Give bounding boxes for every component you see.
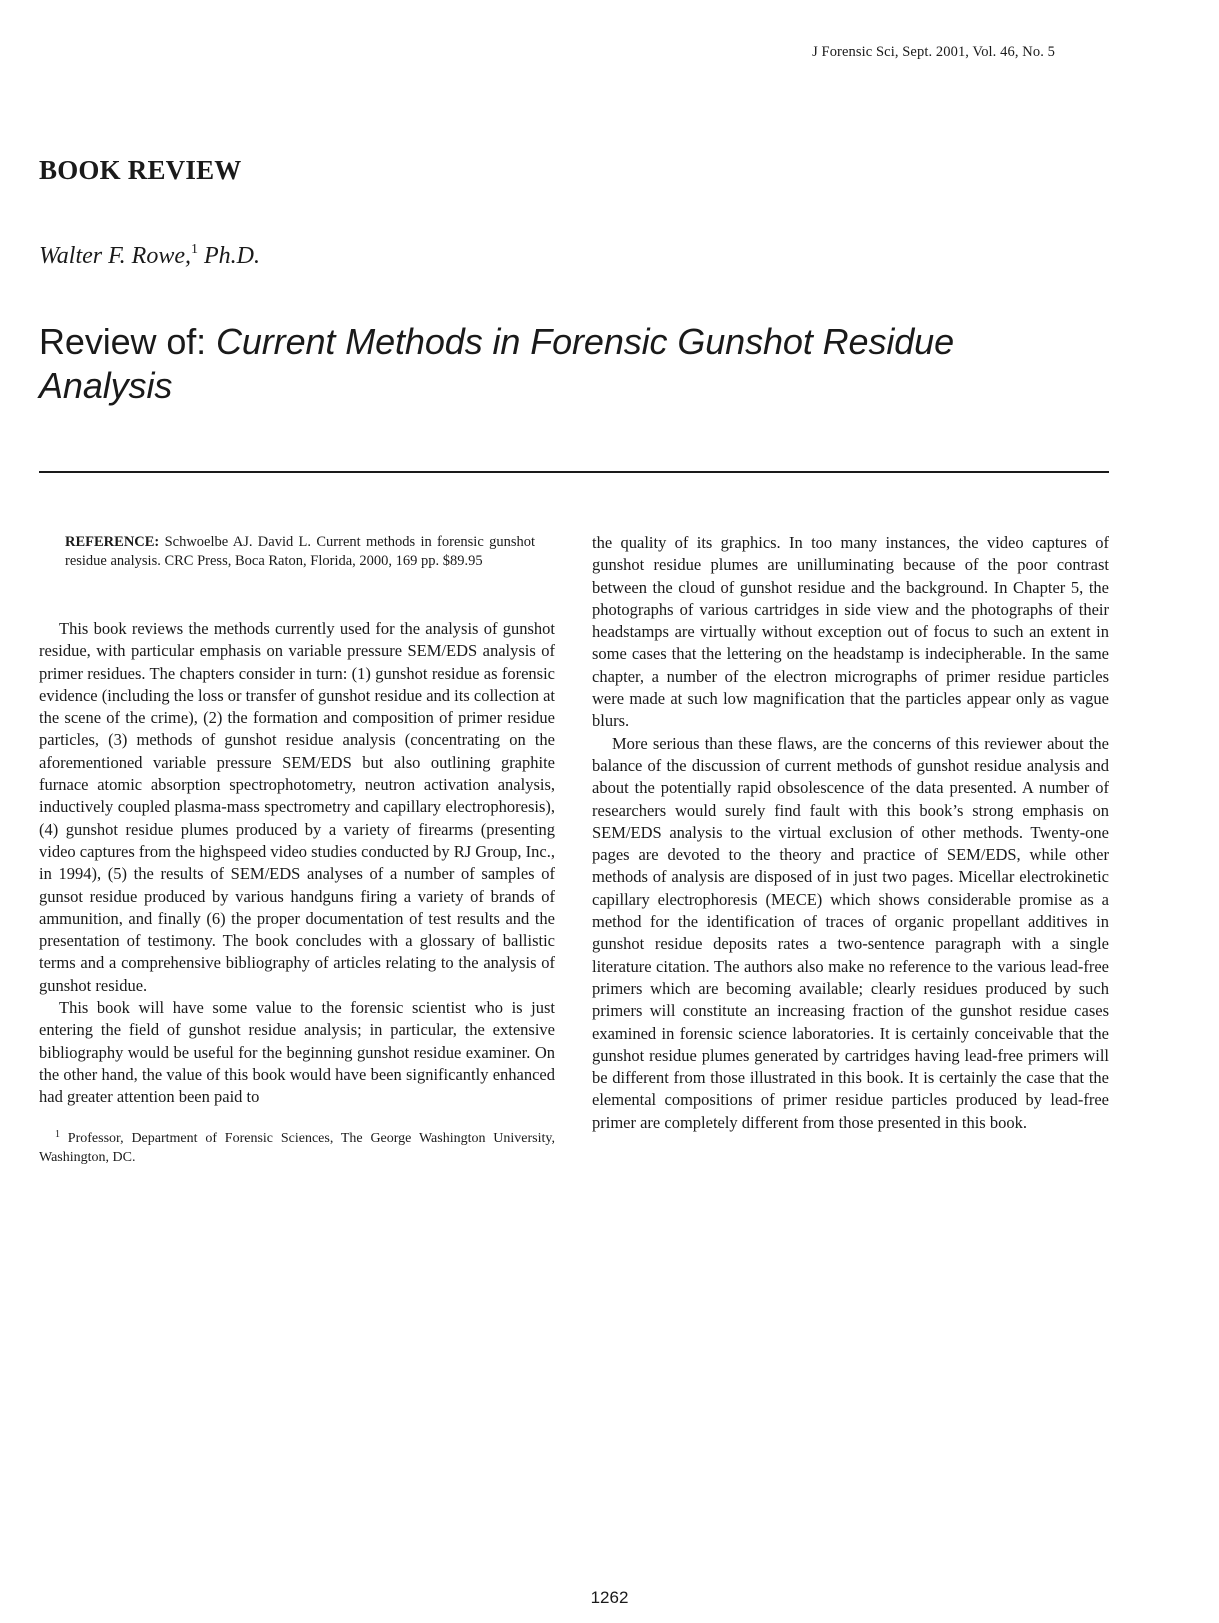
paragraph: This book reviews the methods currently used for the analysis of gunshot residue, with particular emphasis on variable pressure SEM/EDS analysis of primer residues. The chapters consider in turn: (1) gunshot residue as forensic evidence (including the loss or transfer of gunshot residue and its collection at the scene of the crime), (2) the formation and composition of primer residue particles, (3) methods of gunshot residue analysis (concentrating on the aforementioned variable pressure SEM/EDS but also outlining graphite furnace atomic absorption spectrophotometry, neutron activation analysis, inductively coupled plasma-mass spectrometry and capillary electrophoresis), (4) gunshot residue plumes produced by a variety of firearms (presenting video captures from the highspeed video studies conducted by RJ Group, Inc., in 1994), (5) the results of SEM/EDS analyses of a number of samples of gunsot residue produced by various handguns firing a variety of brands of ammunition, and finally (6) the proper documentation of test results and the presentation of testimony. The book concludes with a glossary of ballistic terms and a comprehensive bibliography of articles relating to the analysis of gunshot residue.: [39, 619, 555, 995]
paragraph: the quality of its graphics. In too many instances, the video captures of gunshot residue plumes are unilluminating because of the poor contrast between the cloud of gunshot residue and the background. In Chapter 5, the photographs of various cartridges in side view and the photographs of their headstamps are virtually without exception out of focus to such an extent in some cases that the lettering on the headstamp is indecipherable. In the same chapter, a number of the electron micrographs of primer residue particles were made at such low magnification that the particles appear only as vague blurs.: [592, 533, 1109, 731]
journal-header: J Forensic Sci, Sept. 2001, Vol. 46, No. 5: [812, 44, 1055, 60]
paragraph: This book will have some value to the forensic scientist who is just entering the field of gunshot residue analysis; in particular, the extensive bibliography would be useful for the beginning gunshot residue examiner. On the other hand, the value of this book would have been significantly enhanced had greater attention been paid to: [39, 998, 555, 1107]
page-number: 1262: [590, 1588, 629, 1607]
reference-label: REFERENCE:: [65, 534, 160, 550]
left-body: [39, 618, 555, 1109]
author-footnote-mark: 1: [191, 242, 199, 257]
footnote-mark: 1: [55, 1128, 60, 1140]
left-column: [39, 533, 555, 1167]
author-name: Walter F. Rowe,: [39, 243, 192, 269]
right-body: [592, 532, 1109, 1134]
reference-text: Schwoelbe AJ. David L. Current methods in forensic gunshot residue analysis. CRC Press, Boca Raton, Florida, 2000, 169 pp. $89.95: [65, 534, 535, 569]
paragraph: More serious than these flaws, are the concerns of this reviewer about the balance of the discussion of current methods of gunshot residue analysis and about the potentially rapid obsolescence of the data presented. A number of researchers would surely find fault with this book’s strong emphasis on SEM/EDS analysis to the virtual exclusion of other methods. Twenty-one pages are devoted to the theory and practice of SEM/EDS, while other methods of analysis are disposed of in just two pages. Micellar electrokinetic capillary electrophoresis (MECE) which shows considerable promise as a method for the identification of traces of organic propellant additives in gunshot residue deposits rates a two-sentence paragraph with a single literature citation. The authors also make no reference to the various lead-free primers which are becoming available; clearly residues produced by such primers will constitute an increasing fraction of the gunshot residue cases examined in forensic science laboratories. It is certainly conceivable that the gunshot residue plumes generated by cartridges having lead-free primers will be different from those illustrated in this book. It is certainly the case that the elemental compositions of primer residue particles produced by lead-free primer are completely different from those presented in this book.: [592, 733, 1109, 1132]
author-line: [39, 243, 260, 270]
footnote-text: Professor, Department of Forensic Sciences, The George Washington University, Washington, DC.: [39, 1130, 555, 1165]
right-column: [592, 532, 1109, 1134]
section-label: BOOK REVIEW: [39, 155, 242, 185]
footnote: [39, 1129, 555, 1167]
book-title: Current Methods in Forensic Gunshot Residue Analysis: [39, 321, 955, 406]
article-title: [39, 320, 1079, 408]
title-divider: [39, 471, 1109, 473]
author-degree: Ph.D.: [198, 243, 261, 269]
reference-block: [65, 533, 535, 570]
title-prefix: Review of:: [39, 321, 216, 362]
